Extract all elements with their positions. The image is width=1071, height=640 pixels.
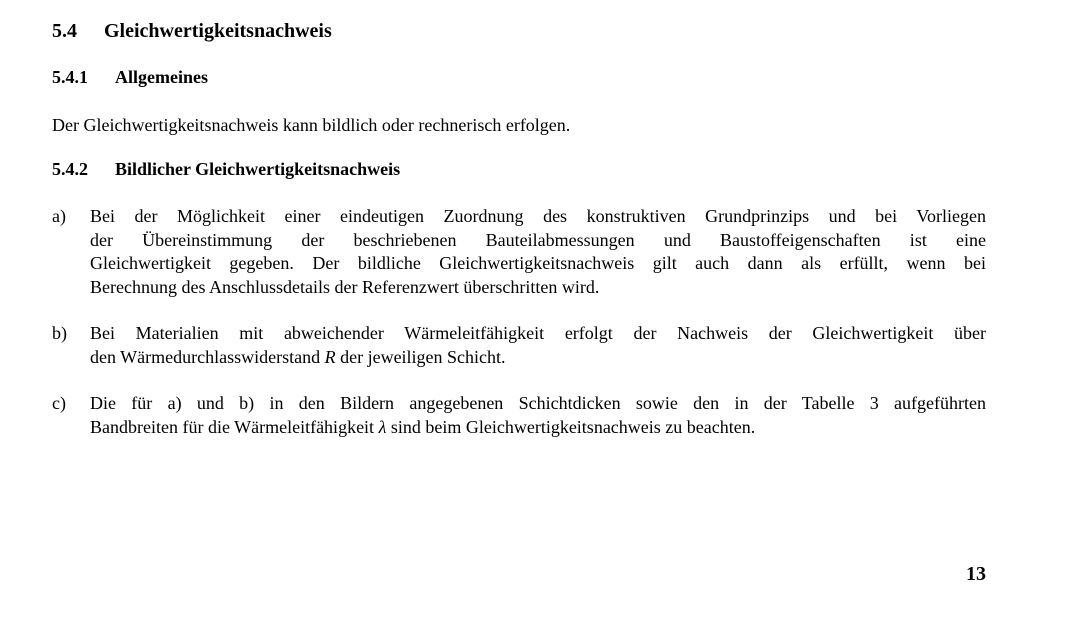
section-number: 5.4 (52, 20, 77, 42)
section-heading (52, 18, 332, 44)
subsection-title: Allgemeines (115, 67, 208, 87)
text-line: Berechnung des Anschlussdetails der Referenzwert überschritten wird. (90, 276, 600, 297)
subsection-heading-bildlicher (52, 157, 400, 181)
subsection-number: 5.4.2 (52, 159, 88, 179)
text-line: Bei Materialien mit abweichender Wärmeleitfähigkeit erfolgt der Nachweis der Gleichwertigkeit über (90, 323, 986, 343)
subsection-title: Bildlicher Gleichwertigkeitsnachweis (115, 159, 401, 179)
list-item-b (52, 322, 986, 369)
subsection-heading-allgemeines (52, 65, 208, 89)
text-fragment: Bandbreiten für die Wärmeleitfähigkeit (90, 416, 379, 437)
text-fragment: den Wärmedurchlasswiderstand (90, 346, 325, 367)
text-line (90, 416, 986, 440)
list-item-c (52, 392, 986, 439)
text-line: der Übereinstimmung der beschriebenen Bauteilabmessungen und Baustoffeigenschaften ist eine (90, 229, 986, 250)
body-paragraph: Der Gleichwertigkeitsnachweis kann bildlich oder rechnerisch erfolgen. (52, 115, 571, 135)
list-item-text (90, 322, 986, 369)
list-item-label: b) (52, 323, 67, 343)
page-number: 13 (966, 563, 986, 585)
variable-symbol: λ (378, 416, 387, 437)
list-item-text (90, 392, 986, 439)
list-item-label: c) (52, 393, 66, 413)
list-item-label: a) (52, 206, 66, 226)
text-fragment: sind beim Gleichwertigkeitsnachweis zu beachten. (386, 416, 756, 437)
text-line: Gleichwertigkeit gegeben. Der bildliche Gleichwertigkeitsnachweis gilt auch dann als erfüllt, wenn bei (90, 253, 986, 273)
variable-symbol: R (324, 346, 336, 367)
text-line: Die für a) und b) in den Bildern angegebenen Schichtdicken sowie den in der Tabelle 3 aufgeführten (90, 393, 986, 413)
subsection-number: 5.4.1 (52, 67, 88, 87)
text-fragment: der jeweiligen Schicht. (335, 346, 506, 367)
text-line (90, 346, 986, 370)
list-item-text (90, 205, 986, 299)
section-title: Gleichwertigkeitsnachweis (104, 20, 332, 42)
text-line: Bei der Möglichkeit einer eindeutigen Zuordnung des konstruktiven Grundprinzips und bei Vorliegen (90, 206, 986, 226)
list-item-a (52, 205, 986, 299)
